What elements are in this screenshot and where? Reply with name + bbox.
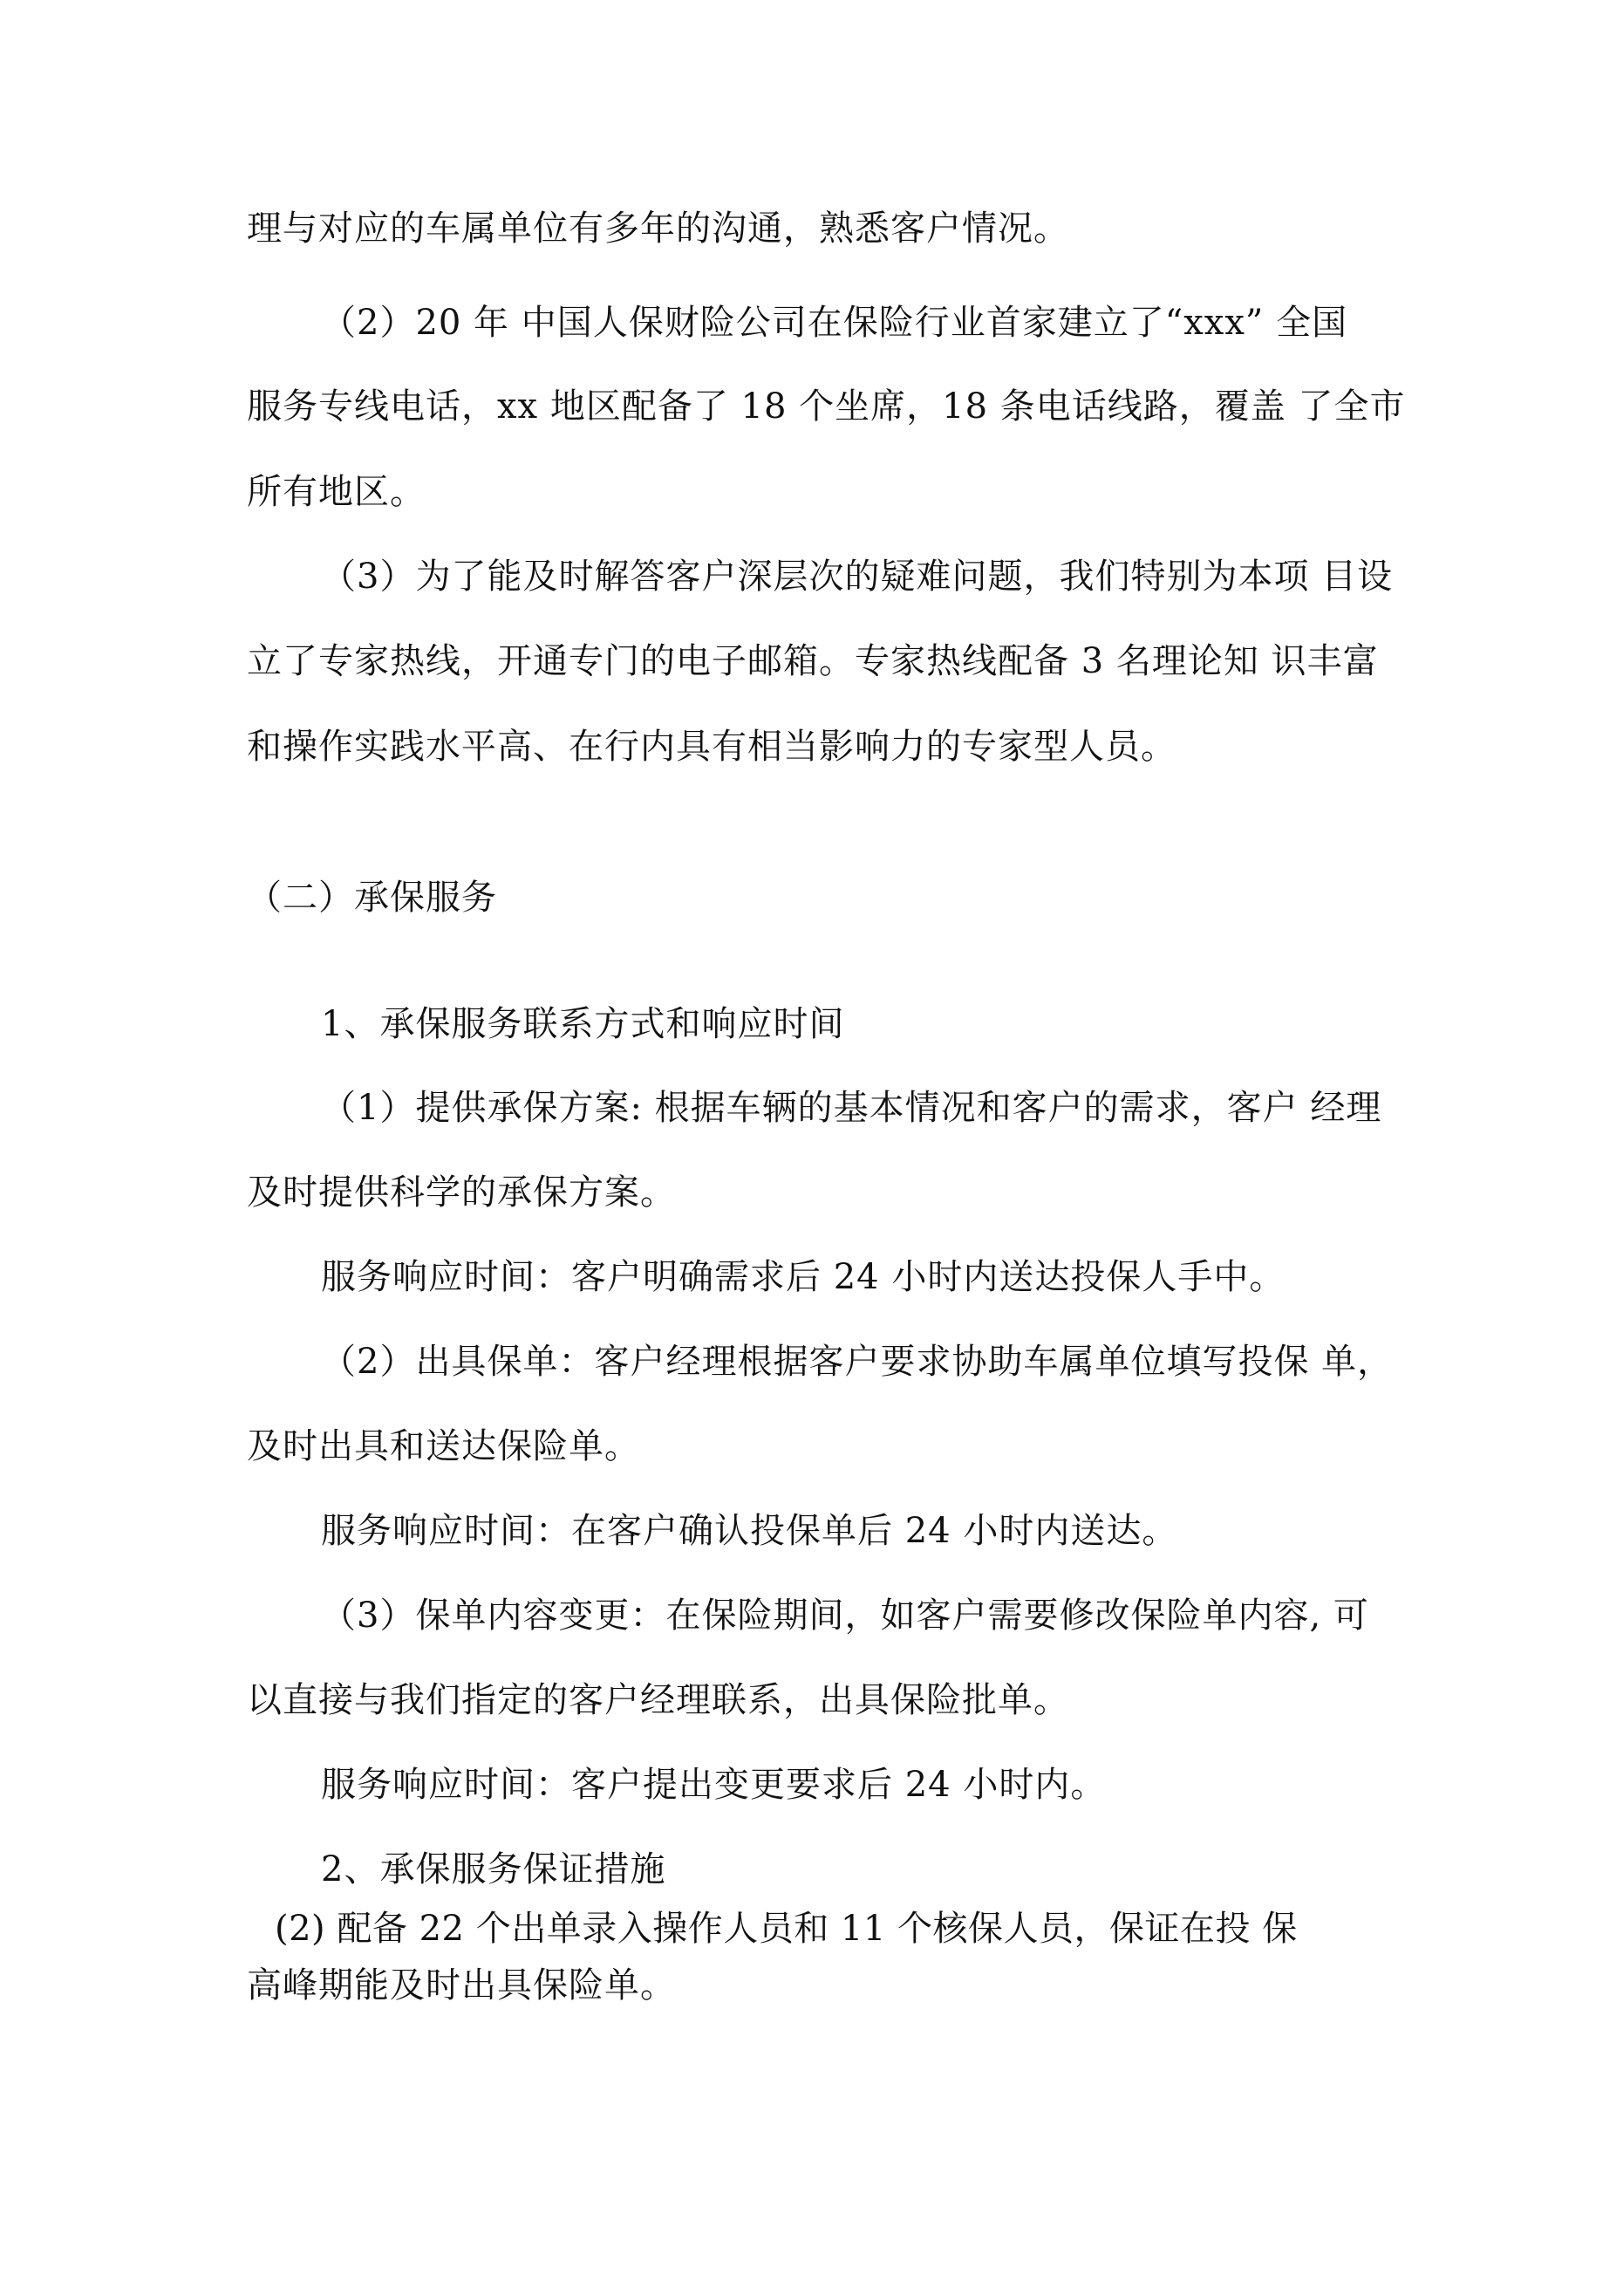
paragraph-line: （1）提供承保方案: 根据车辆的基本情况和客户的需求，客户 经理 — [321, 1088, 1382, 1128]
paragraph-line: 及时出具和送达保险单。 — [247, 1426, 640, 1466]
subsection-heading: 1、承保服务联系方式和响应时间 — [321, 1004, 845, 1044]
paragraph-line: （2）出具保单：客户经理根据客户要求协助车属单位填写投保 单， — [321, 1342, 1394, 1382]
paragraph-line: （3）为了能及时解答客户深层次的疑难问题，我们特别为本项 目设 — [321, 557, 1394, 597]
paragraph-line: 服务响应时间：在客户确认投保单后 24 小时内送达。 — [321, 1511, 1178, 1551]
paragraph-line: 所有地区。 — [247, 472, 426, 512]
paragraph-line: 服务响应时间：客户明确需求后 24 小时内送达投保人手中。 — [321, 1257, 1285, 1297]
paragraph-line: 服务专线电话，xx 地区配备了 18 个坐席，18 条电话线路，覆盖 了全市 — [247, 386, 1406, 427]
paragraph-line: 立了专家热线，开通专门的电子邮箱。专家热线配备 3 名理论知 识丰富 — [247, 641, 1379, 681]
paragraph-line: （2）20 年 中国人保财险公司在保险行业首家建立了“xxx” 全国 — [321, 303, 1348, 343]
paragraph-line: 理与对应的车属单位有多年的沟通，熟悉客户情况。 — [247, 208, 1069, 249]
paragraph-line: 及时提供科学的承保方案。 — [247, 1172, 676, 1213]
paragraph-line: （3）保单内容变更：在保险期间，如客户需要修改保险单内容, 可 — [321, 1596, 1369, 1636]
paragraph-line: 服务响应时间：客户提出变更要求后 24 小时内。 — [321, 1765, 1107, 1805]
paragraph-line: 高峰期能及时出具保险单。 — [247, 1965, 676, 2006]
subsection-heading: 2、承保服务保证措施 — [321, 1849, 666, 1889]
section-heading: （二）承保服务 — [247, 878, 497, 918]
paragraph-line: (2) 配备 22 个出单录入操作人员和 11 个核保人员，保证在投 保 — [275, 1909, 1298, 1949]
paragraph-line: 和操作实践水平高、在行内具有相当影响力的专家型人员。 — [247, 727, 1176, 767]
paragraph-line: 以直接与我们指定的客户经理联系，出具保险批单。 — [247, 1680, 1069, 1720]
